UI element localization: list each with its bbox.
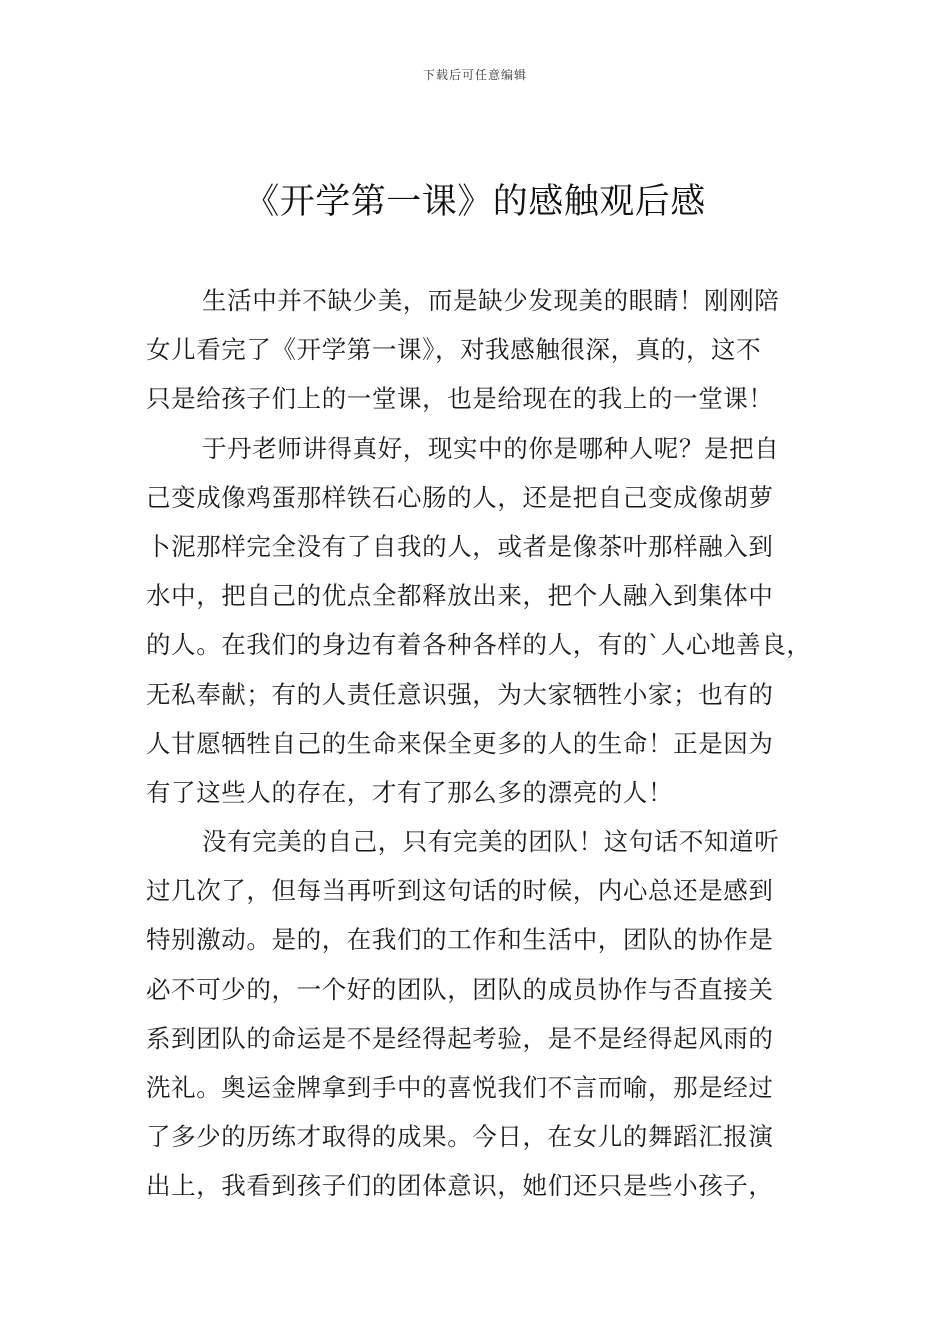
text-line: 了多少的历练才取得的成果。今日，在女儿的舞蹈汇报演	[146, 1122, 774, 1152]
paragraph-2	[146, 429, 822, 823]
paragraph-1	[146, 281, 822, 429]
text-line: 卜泥那样完全没有了自我的人，或者是像茶叶那样融入到	[146, 531, 774, 561]
text-line: 于丹老师讲得真好，现实中的你是哪种人呢？是把自	[202, 433, 780, 463]
text-line: 系到团队的命运是不是经得起考验，是不是经得起风雨的	[146, 1023, 774, 1053]
text-line: 人甘愿牺牲自己的生命来保全更多的人的生命！正是因为	[146, 728, 774, 758]
paragraph-3	[146, 822, 822, 1216]
text-line: 只是给孩子们上的一堂课，也是给现在的我上的一堂课！	[146, 384, 774, 414]
document-body	[146, 281, 822, 1216]
text-line: 有了这些人的存在，才有了那么多的漂亮的人！	[146, 777, 674, 807]
text-line: 无私奉献；有的人责任意识强，为大家牺牲小家；也有的	[146, 679, 774, 709]
text-line: 洗礼。奥运金牌拿到手中的喜悦我们不言而喻，那是经过	[146, 1073, 774, 1102]
text-line: 过几次了，但每当再听到这句话的时候，内心总还是感到	[146, 876, 774, 906]
text-line: 出上，我看到孩子们的团体意识，她们还只是些小孩子，	[146, 1171, 774, 1201]
text-line: 没有完美的自己，只有完美的团队！这句话不知道听	[202, 827, 780, 857]
document-title: 《开学第一课》的感触观后感	[244, 182, 706, 222]
text-line: 生活中并不缺少美，而是缺少发现美的眼睛！刚刚陪	[202, 286, 780, 315]
text-line: 水中，把自己的优点全都释放出来，把个人融入到集体中	[146, 581, 774, 611]
text-line: 必不可少的，一个好的团队，团队的成员协作与否直接关	[146, 974, 774, 1004]
text-line: 女儿看完了《开学第一课》，对我感触很深，真的，这不	[146, 335, 762, 365]
text-line: 己变成像鸡蛋那样铁石心肠的人，还是把自己变成像胡萝	[146, 482, 774, 512]
header-note: 下载后可任意编辑	[422, 68, 527, 82]
text-line: 的人。在我们的身边有着各种各样的人，有的`人心地善良，	[146, 630, 812, 660]
text-line: 特别激动。是的，在我们的工作和生活中，团队的协作是	[146, 925, 774, 955]
